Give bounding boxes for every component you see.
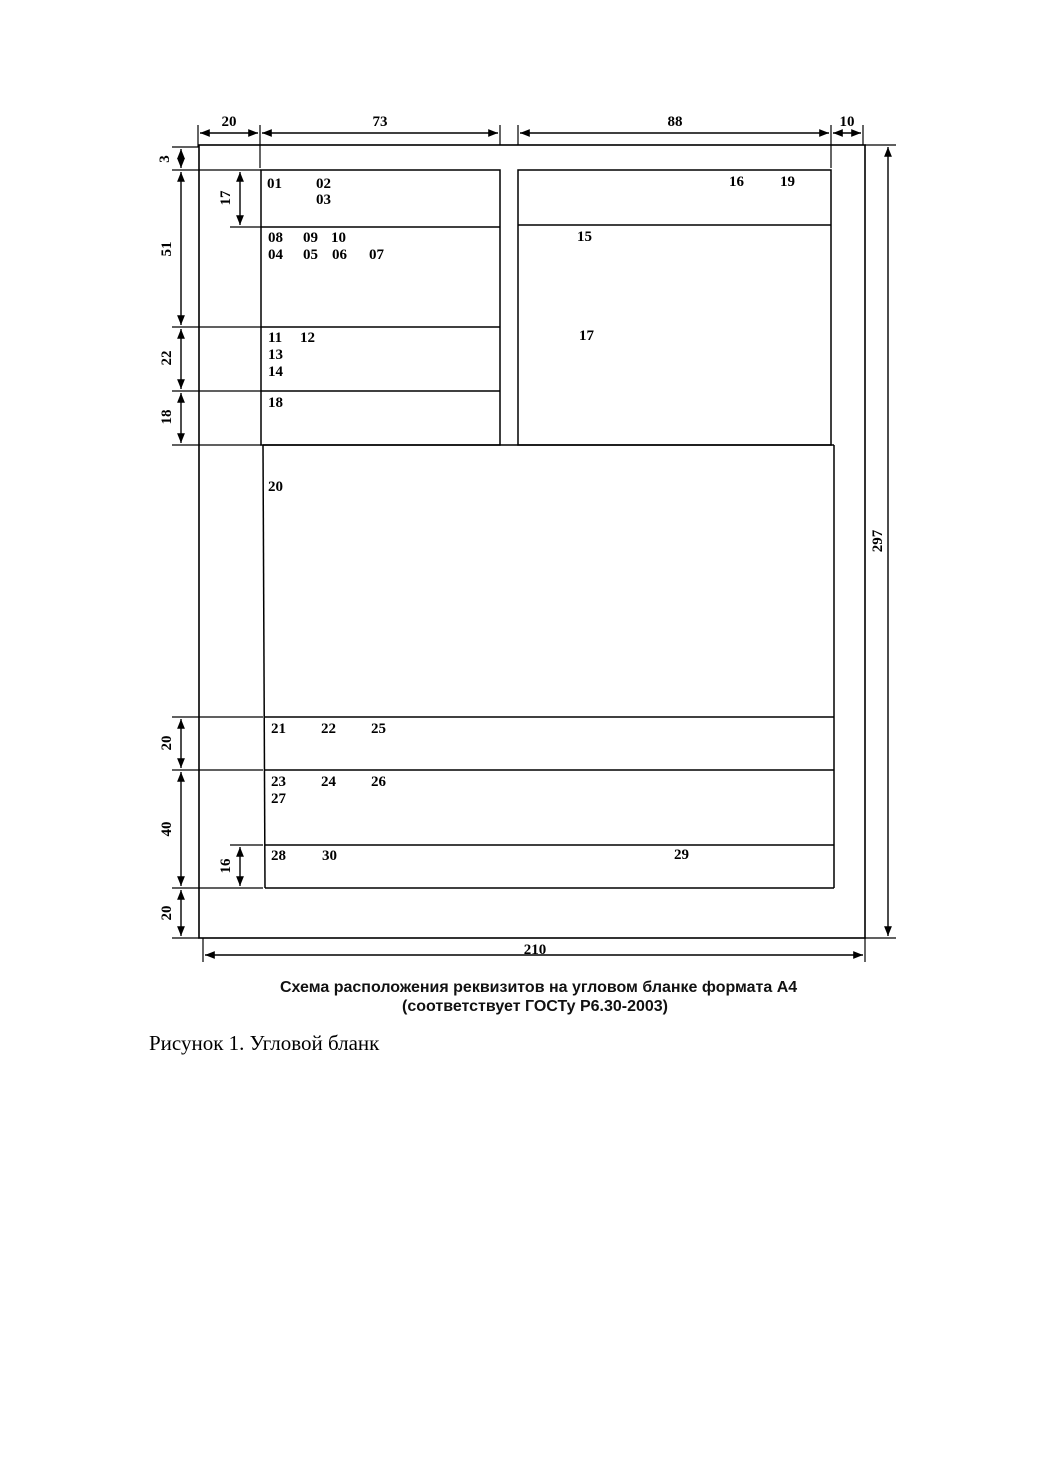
field-04: 04 (268, 247, 283, 263)
dim-top-73: 73 (372, 114, 388, 130)
dim-top-10: 10 (839, 114, 855, 130)
left-block (261, 170, 500, 445)
field-19: 19 (780, 174, 795, 190)
field-27: 27 (271, 791, 286, 807)
field-30: 30 (322, 848, 337, 864)
field-05: 05 (303, 247, 318, 263)
field-29: 29 (674, 847, 689, 863)
dim-right-297: 297 (870, 529, 886, 553)
dim-left-40: 40 (159, 821, 175, 837)
field-08: 08 (268, 230, 283, 246)
field-16: 16 (729, 174, 744, 190)
dim-left-22: 22 (159, 350, 175, 366)
field-26: 26 (371, 774, 386, 790)
field-06: 06 (332, 247, 347, 263)
field-25: 25 (371, 721, 386, 737)
field-01: 01 (267, 176, 282, 192)
dimension-labels (157, 114, 886, 958)
field-22: 22 (321, 721, 336, 737)
field-09: 09 (303, 230, 318, 246)
dim-left-20b: 20 (159, 905, 175, 921)
field-03: 03 (316, 192, 331, 208)
dim-left-51: 51 (159, 241, 175, 257)
field-11: 11 (268, 330, 283, 346)
dim-bottom-210: 210 (523, 942, 547, 958)
dim-left-20a: 20 (159, 735, 175, 751)
field-14: 14 (268, 364, 283, 380)
field-18: 18 (268, 395, 283, 411)
field-numbers (267, 174, 795, 864)
dim-top-20: 20 (221, 114, 237, 130)
dim-left-18: 18 (159, 409, 175, 425)
main-body-block (263, 445, 834, 888)
dim-inner-16: 16 (218, 858, 234, 874)
field-24: 24 (321, 774, 336, 790)
right-block (518, 170, 831, 445)
dim-left-3: 3 (157, 155, 173, 163)
field-12: 12 (300, 330, 315, 346)
dim-inner-17: 17 (218, 190, 234, 206)
page-outline (199, 145, 865, 938)
field-10: 10 (331, 230, 346, 246)
dimension-arrows (181, 133, 888, 955)
scheme-caption-standard: (соответствует ГОСТу Р6.30-2003) (402, 998, 669, 1015)
dim-top-88: 88 (667, 114, 683, 130)
field-15: 15 (577, 229, 592, 245)
field-13: 13 (268, 347, 283, 363)
field-28: 28 (271, 848, 286, 864)
field-07: 07 (369, 247, 384, 263)
field-17: 17 (579, 328, 594, 344)
scheme-caption-title: Схема расположения реквизитов на угловом бланке формата А4 (280, 979, 798, 996)
field-23: 23 (271, 774, 286, 790)
figure-label: Рисунок 1. Угловой бланк (149, 1031, 380, 1055)
field-02: 02 (316, 176, 331, 192)
field-20: 20 (268, 479, 283, 495)
field-21: 21 (271, 721, 286, 737)
